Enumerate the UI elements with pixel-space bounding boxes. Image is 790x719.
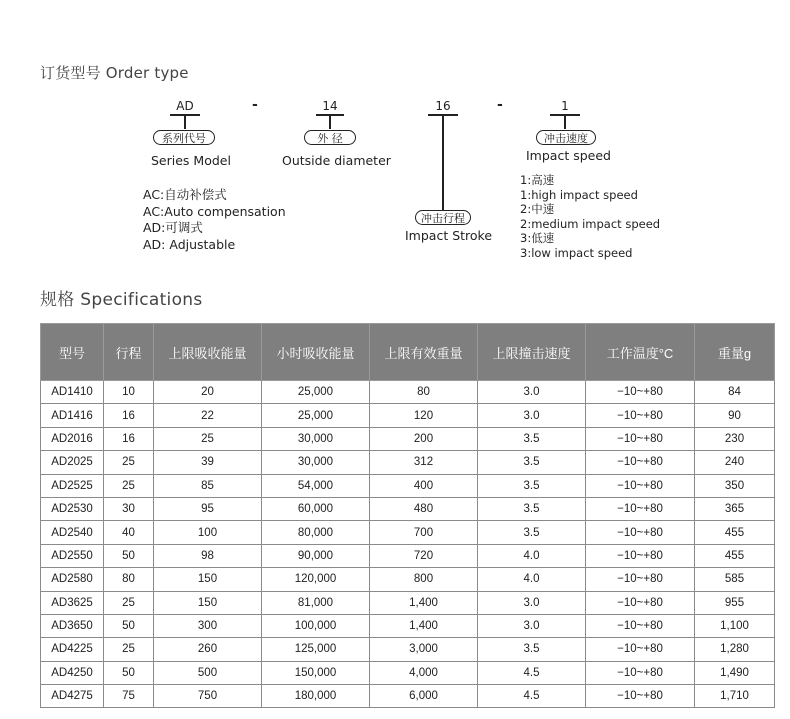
table-cell: 300: [154, 614, 262, 637]
table-cell: 150: [154, 568, 262, 591]
table-cell: 100,000: [262, 614, 370, 637]
speed-option: 1:高速: [520, 173, 555, 187]
table-cell: 6,000: [370, 685, 478, 708]
table-cell: 3.5: [478, 474, 586, 497]
stroke-en-label: Impact Stroke: [405, 228, 493, 243]
table-cell: 455: [695, 521, 775, 544]
table-cell: 30: [104, 497, 154, 520]
speed-stem: [564, 115, 566, 129]
series-option: AC:自动补偿式: [143, 187, 227, 202]
series-cn-label: 系列代号: [153, 130, 215, 145]
table-cell: 3.5: [478, 427, 586, 450]
table-cell: 95: [154, 497, 262, 520]
table-cell: 25: [104, 474, 154, 497]
table-cell: AD4225: [41, 638, 104, 661]
table-cell: −10~+80: [586, 638, 695, 661]
table-cell: 4.0: [478, 568, 586, 591]
table-cell: AD2016: [41, 427, 104, 450]
table-cell: 80: [370, 381, 478, 404]
table-cell: −10~+80: [586, 544, 695, 567]
table-row: [41, 521, 775, 544]
table-row: [41, 451, 775, 474]
table-cell: −10~+80: [586, 568, 695, 591]
table-cell: 180,000: [262, 685, 370, 708]
table-cell: 4.5: [478, 661, 586, 684]
table-cell: 1,710: [695, 685, 775, 708]
table-row: [41, 685, 775, 708]
speed-option: 2:中速: [520, 202, 555, 216]
separator-1: -: [252, 97, 258, 113]
table-cell: 3.5: [478, 638, 586, 661]
table-cell: 3.5: [478, 497, 586, 520]
table-cell: 80,000: [262, 521, 370, 544]
table-cell: −10~+80: [586, 381, 695, 404]
table-cell: 39: [154, 451, 262, 474]
table-cell: −10~+80: [586, 591, 695, 614]
table-cell: AD3650: [41, 614, 104, 637]
table-cell: 40: [104, 521, 154, 544]
table-cell: 312: [370, 451, 478, 474]
table-cell: 30,000: [262, 451, 370, 474]
diameter-cn-label: 外 径: [304, 130, 356, 145]
table-row: [41, 638, 775, 661]
table-cell: AD2530: [41, 497, 104, 520]
table-cell: 25,000: [262, 404, 370, 427]
table-cell: 260: [154, 638, 262, 661]
table-cell: 84: [695, 381, 775, 404]
table-row: [41, 568, 775, 591]
table-cell: 54,000: [262, 474, 370, 497]
table-cell: 25,000: [262, 381, 370, 404]
series-code: AD: [176, 99, 194, 113]
speed-option: 3:low impact speed: [520, 245, 633, 260]
table-cell: AD2525: [41, 474, 104, 497]
table-cell: 20: [154, 381, 262, 404]
table-cell: 365: [695, 497, 775, 520]
column-header: 工作温度°C: [586, 324, 695, 381]
table-cell: 200: [370, 427, 478, 450]
speed-en-label: Impact speed: [526, 148, 611, 163]
table-cell: AD2580: [41, 568, 104, 591]
column-header: 行程: [104, 324, 154, 381]
table-cell: −10~+80: [586, 685, 695, 708]
table-cell: 25: [104, 451, 154, 474]
table-cell: 120,000: [262, 568, 370, 591]
table-cell: −10~+80: [586, 474, 695, 497]
speed-cn-label: 冲击速度: [536, 130, 596, 145]
speed-option: 1:high impact speed: [520, 187, 638, 202]
table-cell: 98: [154, 544, 262, 567]
separator-2: -: [497, 97, 503, 113]
table-row: [41, 544, 775, 567]
table-cell: −10~+80: [586, 521, 695, 544]
table-cell: 90,000: [262, 544, 370, 567]
table-cell: 4.5: [478, 685, 586, 708]
table-cell: −10~+80: [586, 427, 695, 450]
table-cell: 125,000: [262, 638, 370, 661]
table-cell: 500: [154, 661, 262, 684]
table-cell: 480: [370, 497, 478, 520]
table-cell: 700: [370, 521, 478, 544]
column-header: 小时吸收能量: [262, 324, 370, 381]
table-cell: 25: [104, 638, 154, 661]
table-cell: 80: [104, 568, 154, 591]
table-cell: AD2550: [41, 544, 104, 567]
column-header: 上限有效重量: [370, 324, 478, 381]
table-cell: 150: [154, 591, 262, 614]
table-row: [41, 404, 775, 427]
diameter-stem: [329, 115, 331, 129]
stroke-stem: [442, 115, 444, 210]
table-cell: 75: [104, 685, 154, 708]
table-cell: 955: [695, 591, 775, 614]
stroke-code: 16: [435, 99, 451, 113]
table-cell: 85: [154, 474, 262, 497]
table-row: [41, 497, 775, 520]
table-cell: 1,100: [695, 614, 775, 637]
table-cell: 720: [370, 544, 478, 567]
table-cell: 1,400: [370, 591, 478, 614]
table-cell: 240: [695, 451, 775, 474]
table-row: [41, 614, 775, 637]
table-row: [41, 427, 775, 450]
table-row: [41, 474, 775, 497]
table-cell: 3.5: [478, 521, 586, 544]
table-cell: 50: [104, 661, 154, 684]
table-cell: 1,490: [695, 661, 775, 684]
speed-code: 1: [561, 99, 569, 113]
table-cell: 150,000: [262, 661, 370, 684]
diameter-en-label: Outside diameter: [282, 153, 391, 168]
table-cell: −10~+80: [586, 497, 695, 520]
table-cell: AD4275: [41, 685, 104, 708]
table-cell: AD2540: [41, 521, 104, 544]
series-option: AD:可调式: [143, 220, 203, 235]
table-row: [41, 661, 775, 684]
table-row: [41, 591, 775, 614]
specifications-title: 规格 Specifications: [40, 290, 203, 310]
order-type-title: 订货型号 Order type: [40, 64, 189, 82]
table-cell: 25: [104, 591, 154, 614]
table-row: [41, 381, 775, 404]
table-cell: 90: [695, 404, 775, 427]
table-cell: 585: [695, 568, 775, 591]
table-cell: −10~+80: [586, 661, 695, 684]
table-cell: 400: [370, 474, 478, 497]
table-cell: AD4250: [41, 661, 104, 684]
diameter-code: 14: [322, 99, 338, 113]
table-cell: 60,000: [262, 497, 370, 520]
speed-options: [520, 173, 660, 260]
table-cell: −10~+80: [586, 614, 695, 637]
table-cell: 4.0: [478, 544, 586, 567]
table-cell: AD2025: [41, 451, 104, 474]
column-header: 上限吸收能量: [154, 324, 262, 381]
table-cell: 81,000: [262, 591, 370, 614]
series-stem: [184, 115, 186, 129]
table-cell: 30,000: [262, 427, 370, 450]
table-cell: 4,000: [370, 661, 478, 684]
column-header: 型号: [41, 324, 104, 381]
table-cell: 1,280: [695, 638, 775, 661]
table-cell: 3.5: [478, 451, 586, 474]
series-option: AC:Auto compensation: [143, 203, 286, 219]
table-cell: AD3625: [41, 591, 104, 614]
table-cell: 800: [370, 568, 478, 591]
table-cell: 750: [154, 685, 262, 708]
table-cell: AD1416: [41, 404, 104, 427]
table-cell: 3.0: [478, 404, 586, 427]
table-cell: 16: [104, 427, 154, 450]
table-header-row: [41, 324, 775, 381]
series-options: [143, 187, 286, 253]
speed-option: 3:低速: [520, 231, 555, 245]
table-cell: 10: [104, 381, 154, 404]
table-cell: 3,000: [370, 638, 478, 661]
table-cell: 3.0: [478, 591, 586, 614]
table-cell: −10~+80: [586, 451, 695, 474]
speed-option: 2:medium impact speed: [520, 216, 661, 231]
series-option: AD: Adjustable: [143, 236, 236, 252]
table-cell: 3.0: [478, 614, 586, 637]
table-cell: 455: [695, 544, 775, 567]
table-cell: 3.0: [478, 381, 586, 404]
column-header: 重量g: [695, 324, 775, 381]
table-cell: 1,400: [370, 614, 478, 637]
table-cell: 100: [154, 521, 262, 544]
table-cell: 50: [104, 544, 154, 567]
table-cell: 230: [695, 427, 775, 450]
column-header: 上限撞击速度: [478, 324, 586, 381]
table-cell: 25: [154, 427, 262, 450]
table-cell: 16: [104, 404, 154, 427]
table-cell: −10~+80: [586, 404, 695, 427]
table-cell: 50: [104, 614, 154, 637]
table-cell: 120: [370, 404, 478, 427]
specifications-table: [40, 323, 775, 708]
table-cell: 350: [695, 474, 775, 497]
series-en-label: Series Model: [151, 153, 231, 168]
table-cell: AD1410: [41, 381, 104, 404]
stroke-cn-label: 冲击行程: [415, 210, 471, 225]
table-cell: 22: [154, 404, 262, 427]
